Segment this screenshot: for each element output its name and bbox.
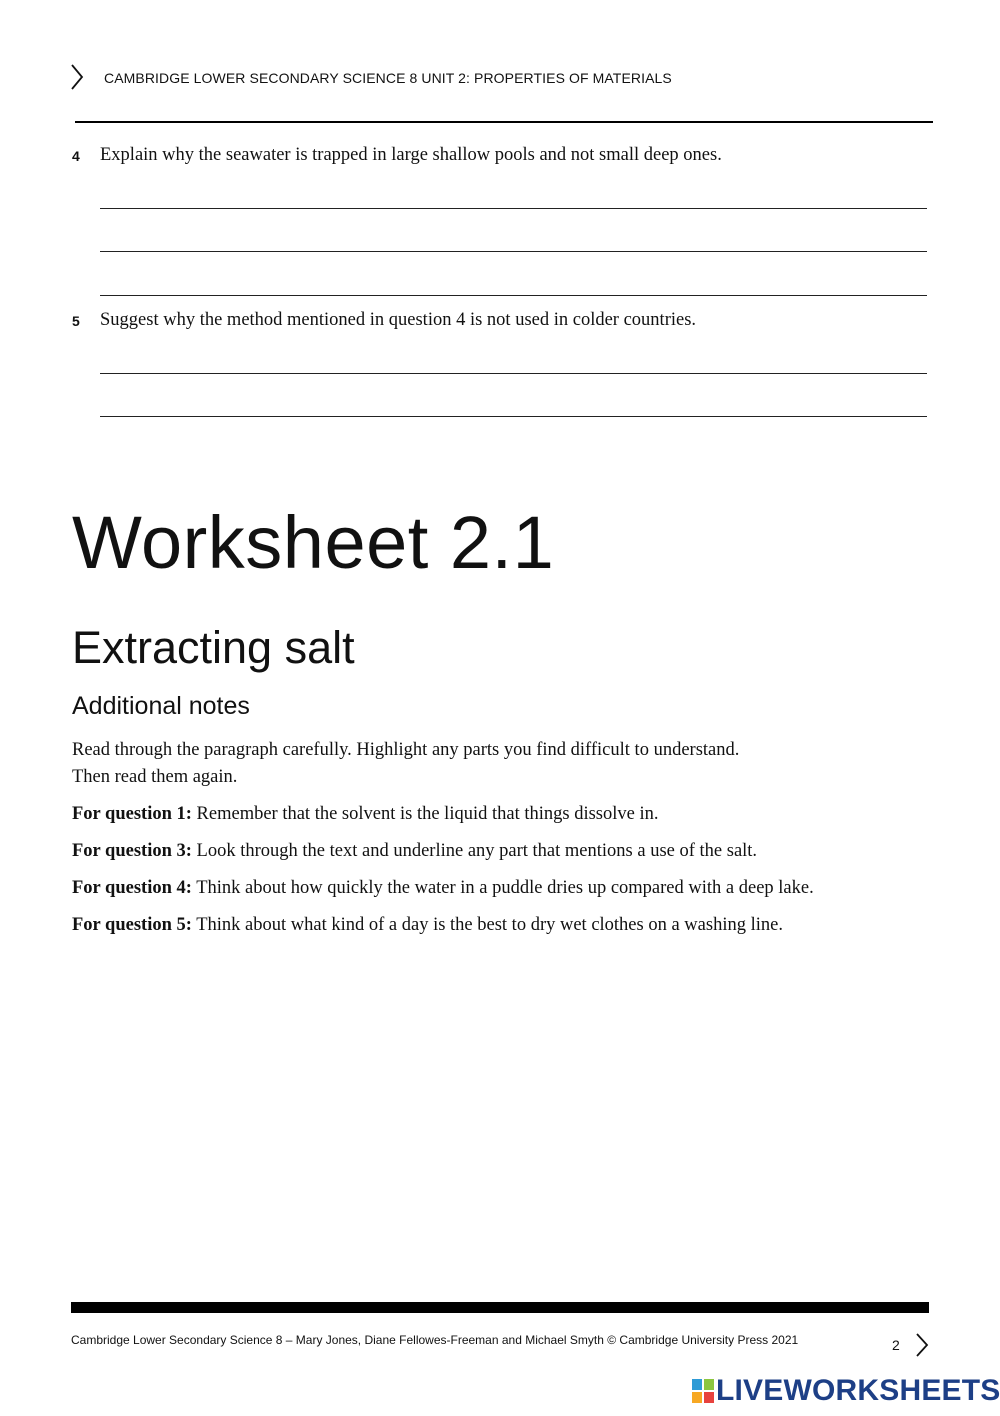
answer-line-q4-2[interactable] [100,251,927,252]
footer-bar [71,1302,929,1313]
worksheet-title: Worksheet 2.1 [72,501,555,584]
header-divider [75,121,933,123]
note-label: For question 5: [72,915,192,935]
page-number: 2 [892,1337,900,1353]
notes-intro-line-2: Then read them again. [72,767,238,787]
note-label: For question 3: [72,841,192,861]
answer-line-q4-3[interactable] [100,295,927,296]
chevron-right-icon[interactable] [915,1333,929,1357]
note-item [72,801,658,828]
worksheet-subtitle: Extracting salt [72,622,355,673]
footer-credit: Cambridge Lower Secondary Science 8 – Mary Jones, Diane Fellowes-Freeman and Michael Smyth © Cambridge University Press 2021 [71,1333,799,1347]
notes-intro-line-1: Read through the paragraph carefully. Highlight any parts you find difficult to understand. [72,740,740,760]
page-header [70,62,932,102]
chevron-right-icon [70,64,84,90]
section-heading: Additional notes [72,692,250,720]
answer-line-q5-2[interactable] [100,416,927,417]
note-item [72,912,783,939]
note-item [72,838,757,865]
question-number: 4 [72,148,80,164]
note-text: Think about what kind of a day is the best to dry wet clothes on a washing line. [191,915,783,935]
note-text: Think about how quickly the water in a puddle dries up compared with a deep lake. [191,878,814,898]
note-item [72,875,814,902]
question-number: 5 [72,313,80,329]
note-text: Remember that the solvent is the liquid that things dissolve in. [191,804,659,824]
header-title: CAMBRIDGE LOWER SECONDARY SCIENCE 8 UNIT 2: PROPERTIES OF MATERIALS [104,70,672,86]
answer-line-q5-1[interactable] [100,373,927,374]
question-text: Suggest why the method mentioned in question 4 is not used in colder countries. [100,310,697,330]
note-text: Look through the text and underline any part that mentions a use of the salt. [191,841,758,861]
question-text: Explain why the seawater is trapped in large shallow pools and not small deep ones. [100,145,722,165]
answer-line-q4-1[interactable] [100,208,927,209]
notes-intro [72,737,739,791]
note-label: For question 4: [72,878,192,898]
note-label: For question 1: [72,804,192,824]
brand-name: LIVEWORKSHEETS [716,1374,1000,1407]
liveworksheets-brand[interactable] [692,1374,1000,1410]
liveworksheets-logo-icon [692,1379,714,1403]
